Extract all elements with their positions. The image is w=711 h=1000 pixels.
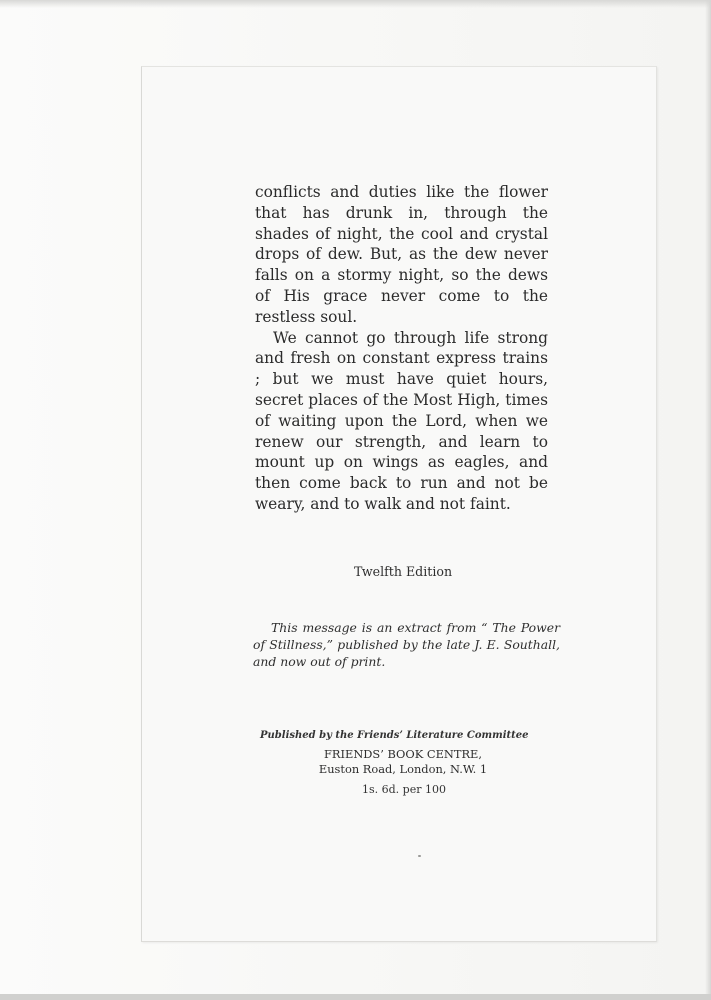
book-centre [142, 747, 656, 776]
source-note [253, 620, 560, 670]
edition-label: Twelfth Edition [353, 564, 453, 579]
scan-right-edge [705, 0, 711, 1000]
publisher-line: Published by the Friends’ Literature Committee [260, 730, 529, 741]
book-centre-address: Euston Road, London, N.W. 1 [318, 761, 488, 776]
book-centre-name: FRIENDS’ BOOK CENTRE, [324, 747, 482, 761]
price-label: 1s. 6d. per 100 [362, 783, 446, 796]
body-paragraph-1: conflicts and duties like the flower that has drunk in, through the shades of night, the cool and crystal drops of dew. But, as the dew never falls on a stormy night, so the dews of His grace never come to the restless soul. [255, 183, 548, 326]
scan-top-shadow [0, 0, 711, 8]
leaflet-page [141, 66, 657, 942]
body-paragraph-2: We cannot go through life strong and fresh on constant express trains ; but we must have quiet hours, secret places of the Most High, times of waiting upon the Lord, when we renew our strength, and learn to mount up on wings as eagles, and then come back to run and not be weary, and to walk and not faint. [255, 328, 548, 513]
source-note-text: This message is an extract from “ The Power of Stillness,” published by the late J. E. Southall, and now out of print. [253, 620, 560, 669]
scan-bottom-edge [0, 994, 711, 1000]
body-text [255, 182, 548, 515]
paper-speck [418, 855, 421, 857]
